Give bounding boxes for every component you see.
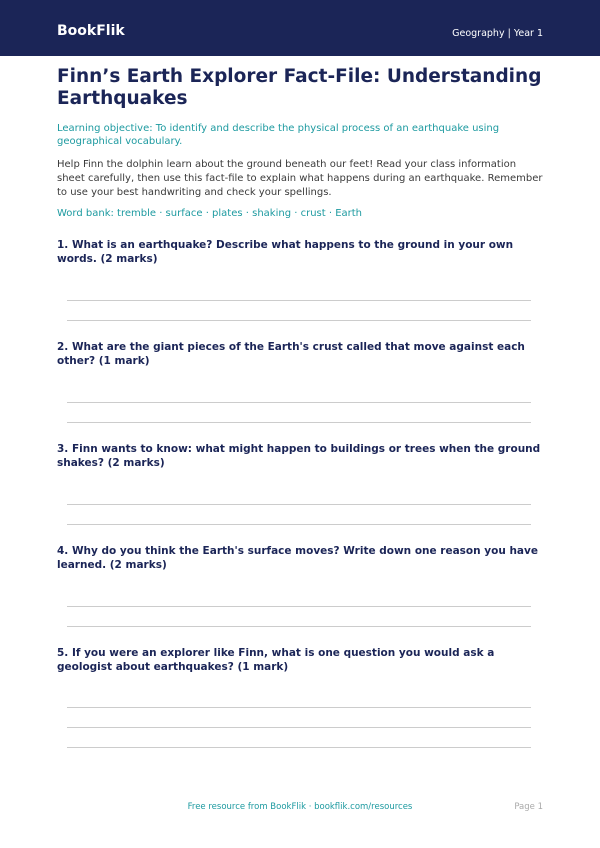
word-bank: Word bank: tremble · surface · plates · shaking · crust · Earth (57, 208, 363, 219)
question-3: 3. Finn wants to know: what might happen to buildings or trees when the ground shakes? (2 marks) (57, 443, 541, 469)
page-number: Page 1 (514, 802, 543, 812)
answer-line[interactable] (67, 402, 531, 403)
question-2: 2. What are the giant pieces of the Earth's crust called that move against each other? (1 mark) (57, 341, 525, 367)
answer-line[interactable] (67, 727, 531, 728)
header-bar (0, 0, 600, 56)
question-4: 4. Why do you think the Earth's surface moves? Write down one reason you have learned. (2 marks) (57, 545, 538, 571)
question-5: 5. If you were an explorer like Finn, what is one question you would ask a geologist about earthquakes? (1 mark) (57, 647, 495, 673)
answer-line[interactable] (67, 606, 531, 607)
answer-line[interactable] (67, 747, 531, 748)
answer-line[interactable] (67, 422, 531, 423)
answer-line[interactable] (67, 300, 531, 301)
answer-line[interactable] (67, 320, 531, 321)
learning-objective: Learning objective: To identify and describe the physical process of an earthquake using geographical vocabulary. (57, 123, 500, 147)
answer-line[interactable] (67, 707, 531, 708)
page-title: Finn’s Earth Explorer Fact-File: Understanding Earthquakes (57, 66, 542, 109)
subject-year-label: Geography | Year 1 (452, 28, 543, 39)
answer-line[interactable] (67, 504, 531, 505)
intro-text: Help Finn the dolphin learn about the ground beneath our feet! Read your class information sheet carefully, then use this fact-file to explain what happens during an earthquake. Remember to use your best handwriting and check your spellings. (57, 159, 543, 198)
answer-line[interactable] (67, 626, 531, 627)
footer-credit[interactable]: Free resource from BookFlik · bookflik.com/resources (187, 802, 413, 812)
question-1: 1. What is an earthquake? Describe what happens to the ground in your own words. (2 marks) (57, 239, 514, 265)
answer-line[interactable] (67, 524, 531, 525)
brand-logo[interactable]: BookFlik (57, 23, 125, 39)
